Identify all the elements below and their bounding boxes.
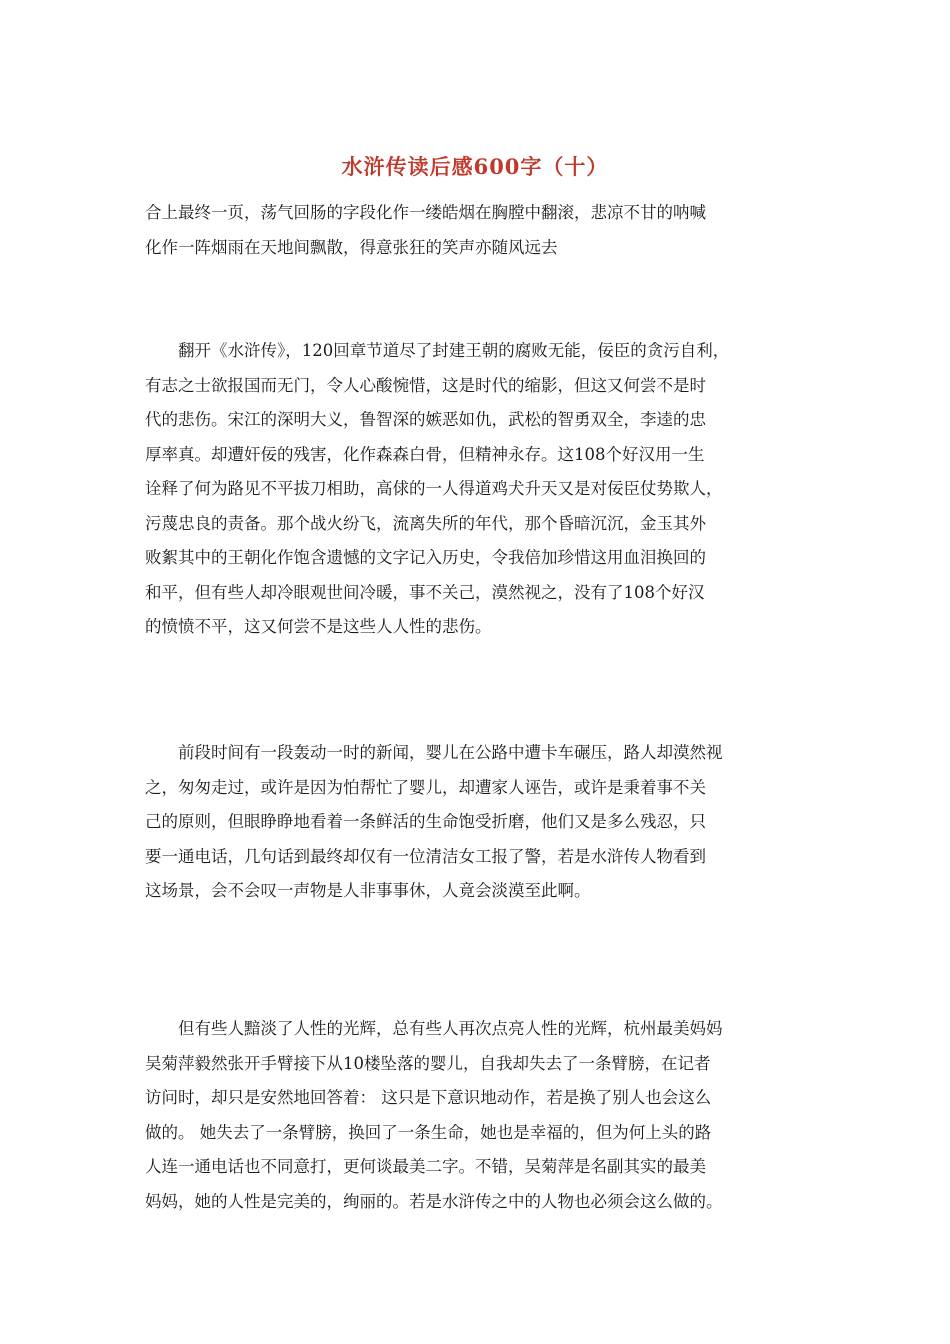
text-line: 但有些人黯淡了人性的光辉，总有些人再次点亮人性的光辉，杭州最美妈妈 — [145, 1019, 723, 1038]
text-line: 要一通电话，几句话到最终却仅有一位清洁女工报了警，若是水浒传人物看到 — [145, 846, 706, 866]
paragraph-3 — [145, 1012, 813, 1219]
text-line: 前段时间有一段轰动一时的新闻，婴儿在公路中遭卡车碾压，路人却漠然视 — [145, 743, 723, 762]
text-line: 化作一阵烟雨在天地间飘散，得意张狂的笑声亦随风远去 — [145, 237, 558, 257]
text-line: 污蔑忠良的责备。那个战火纷飞，流离失所的年代，那个昏暗沉沉，金玉其外 — [145, 513, 706, 533]
text-line: 有志之士欲报国而无门，令人心酸惋惜，这是时代的缩影，但这又何尝不是时 — [145, 375, 706, 395]
text-line: 合上最终一页，荡气回肠的字段化作一缕皓烟在胸膛中翻滚，悲凉不甘的呐喊 — [145, 203, 706, 222]
text-line: 妈妈，她的人性是完美的，绚丽的。若是水浒传之中的人物也必须会这么做的。 — [145, 1191, 723, 1211]
text-line: 人连一通电话也不同意打，更何谈最美二字。不错，吴菊萍是名副其实的最美 — [145, 1157, 706, 1176]
text-line: 访问时，却只是安然地回答着： 这只是下意识地动作，若是换了别人也会这么 — [145, 1088, 712, 1107]
text-line: 诠释了何为路见不平拔刀相助，高俅的一人得道鸡犬升天又是对佞臣仗势欺人， — [145, 479, 723, 498]
text-line: 厚率真。却遭奸佞的残害，化作森森白骨，但精神永存。这108个好汉用一生 — [145, 444, 705, 464]
document-title: 水浒传读后感600字（十） — [341, 154, 609, 179]
text-line: 翻开《水浒传》，120回章节道尽了封建王朝的腐败无能，佞臣的贪污自利， — [145, 341, 730, 360]
text-line: 的愤愤不平，这又何尝不是这些人人性的悲伤。 — [145, 617, 492, 636]
text-line: 之，匆匆走过，或许是因为怕帮忙了婴儿，却遭家人诬告，或许是秉着事不关 — [145, 777, 706, 797]
paragraph-1 — [145, 334, 813, 645]
text-line: 己的原则，但眼睁睁地看着一条鲜活的生命饱受折磨，他们又是多么残忍，只 — [145, 812, 706, 831]
intro-paragraph — [145, 196, 813, 265]
text-line: 吴菊萍毅然张开手臂接下从10楼坠落的婴儿，自我却失去了一条臂膀，在记者 — [145, 1053, 711, 1073]
text-line: 败絮其中的王朝化作饱含遗憾的文字记入历史，令我倍加珍惜这用血泪换回的 — [145, 548, 706, 567]
text-line: 这场景，会不会叹一声物是人非事事休，人竟会淡漠至此啊。 — [145, 881, 591, 900]
text-line: 和平，但有些人却冷眼观世间冷暖，事不关己，漠然视之，没有了108个好汉 — [145, 582, 705, 602]
text-line: 做的。 她失去了一条臂膀，换回了一条生命，她也是幸福的，但为何上头的路 — [145, 1122, 712, 1142]
paragraph-2 — [145, 736, 813, 909]
text-line: 代的悲伤。宋江的深明大义，鲁智深的嫉恶如仇，武松的智勇双全，李逵的忠 — [145, 410, 706, 429]
